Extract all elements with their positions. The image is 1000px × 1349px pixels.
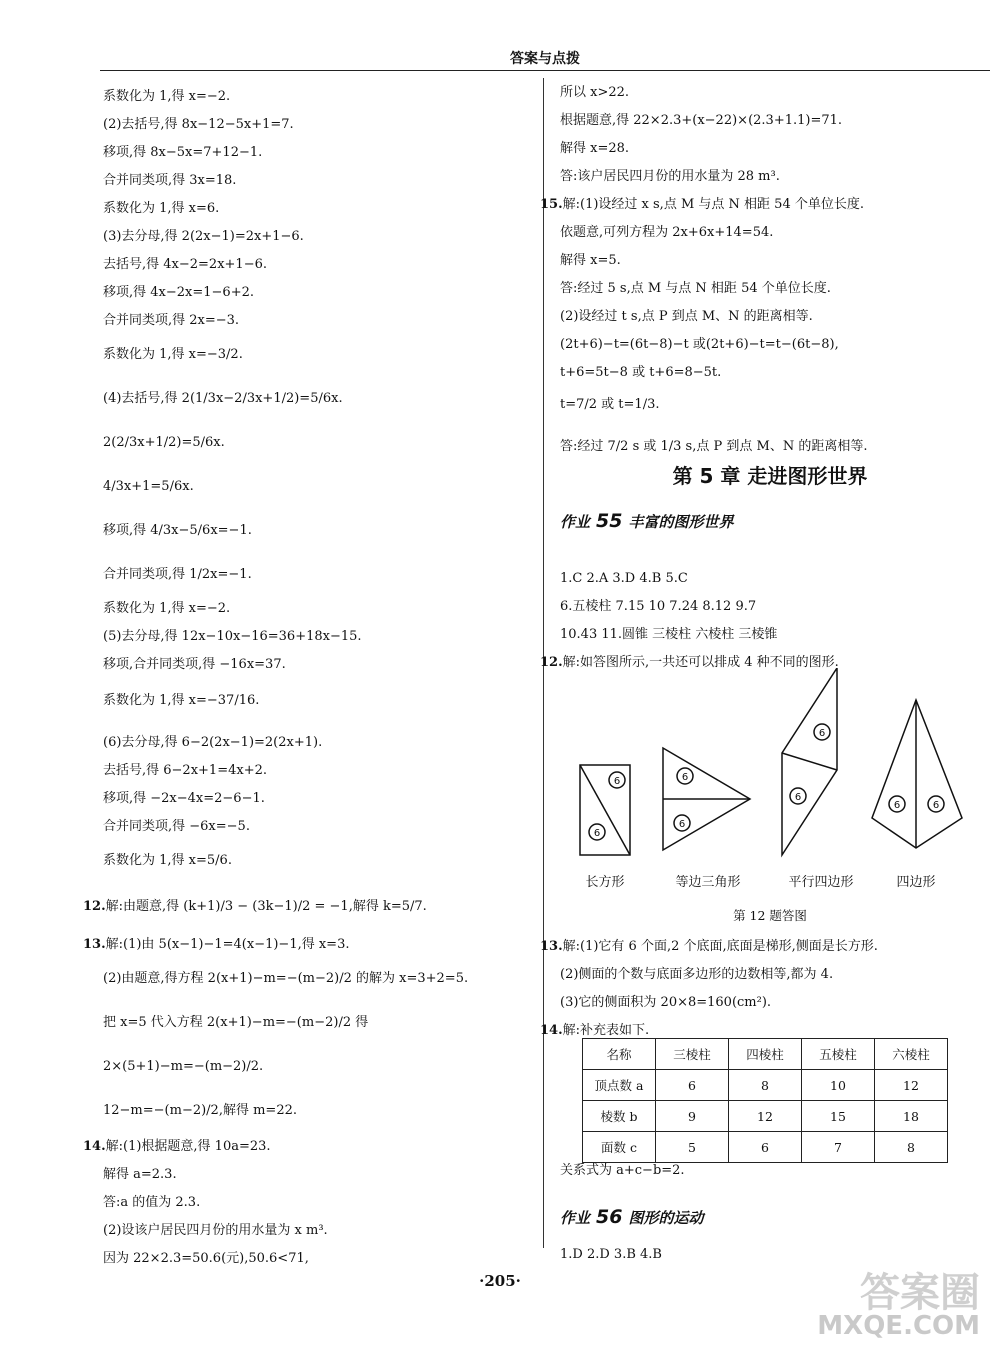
solution-line [103,656,286,674]
solution-line [103,1250,309,1268]
solution-line [103,144,262,162]
solution-line [103,1166,177,1184]
table-header-cell: 六棱柱 [875,1039,948,1070]
solution-line [103,600,230,618]
solution-line [103,734,322,752]
page-number: ·205· [479,1272,521,1290]
solution-line [540,196,864,214]
solution-text: (2)侧面的个数与底面多边形的边数相等,都为 4. [560,967,834,982]
homework-prefix: 作业 [560,513,591,531]
table-header-cell: 三棱柱 [656,1039,729,1070]
solution-line [560,994,771,1012]
circle-label: 6 [613,776,621,787]
solution-text: 解:补充表如下. [562,1023,650,1038]
solution-line [103,284,254,302]
solution-text: 1.C 2.A 3.D 4.B 5.C [560,571,688,586]
solution-text: 系数化为 1,得 x=6. [103,201,220,216]
circle-label: 6 [932,800,940,811]
table-row [583,1101,948,1132]
solution-line [103,1058,263,1076]
figure-12-shapes [560,668,980,928]
polyhedron-table [582,1038,948,1163]
solution-line [103,522,252,540]
solution-text: 系数化为 1,得 x=−2. [103,89,231,104]
table-header-cell: 名称 [583,1039,656,1070]
solution-line [560,280,831,298]
solution-line [103,762,267,780]
solution-line [103,390,343,408]
solution-line [560,570,688,588]
solution-text: 移项,得 −2x−4x=2−6−1. [103,791,265,806]
solution-line [103,228,304,246]
problem-number: 15. [540,197,563,212]
figure-12 [560,668,980,928]
solution-text: 6.五棱柱 7.15 10 7.24 8.12 9.7 [560,599,757,614]
solution-line [540,654,839,672]
solution-text: 答:经过 7/2 s 或 1/3 s,点 P 到点 M、N 的距离相等. [560,439,868,454]
solution-text: 合并同类项,得 −6x=−5. [103,819,250,834]
solution-line [103,790,265,808]
shape-label-parallelogram: 平行四边形 [788,875,854,890]
page-header [100,44,990,71]
solution-line [560,252,621,270]
solution-text: (2)由题意,得方程 2(x+1)−m=−(m−2)/2 的解为 x=3+2=5. [103,971,469,986]
table-cell: 6 [729,1132,802,1163]
solution-text: 合并同类项,得 2x=−3. [103,313,240,328]
solution-text: (4)去括号,得 2(1/3x−2/3x+1/2)=5/6x. [103,391,343,406]
homework-number: 55 [596,510,623,532]
table-cell: 18 [875,1101,948,1132]
circle-label: 6 [678,819,686,830]
solution-line [103,256,267,274]
circle-label: 6 [681,772,689,783]
solution-line [103,1014,368,1032]
solution-text: 答:该户居民四月份的用水量为 28 m³. [560,169,780,184]
homework-56-heading [560,1206,703,1228]
solution-text: 根据题意,得 22×2.3+(x−22)×(2.3+1.1)=71. [560,113,843,128]
solution-text: 解得 x=28. [560,141,630,156]
solution-line [560,626,777,644]
problem-number: 12. [83,899,106,914]
quadrilateral-shape [872,700,962,848]
solution-line [540,1022,649,1040]
circle-label: 6 [593,828,601,839]
homework-prefix: 作业 [560,1209,591,1227]
solution-line [560,364,721,382]
table-cell: 15 [802,1101,875,1132]
solution-line [560,140,629,158]
solution-text: 2(2/3x+1/2)=5/6x. [103,435,225,450]
solution-line [103,116,294,134]
solution-text: 依题意,可列方程为 2x+6x+14=54. [560,225,774,240]
solution-text: (2)去括号,得 8x−12−5x+1=7. [103,117,294,132]
solution-text: t+6=5t−8 或 t+6=8−5t. [560,365,722,380]
solution-text: 解:(1)由 5(x−1)−1=4(x−1)−1,得 x=3. [105,937,350,952]
solution-line [560,84,629,102]
solution-text: 4/3x+1=5/6x. [103,479,194,494]
solution-text: (2)设该户居民四月份的用水量为 x m³. [103,1223,328,1238]
table-cell: 8 [875,1132,948,1163]
problem-number: 14. [83,1139,106,1154]
shape-label-quadrilateral: 四边形 [896,875,936,890]
solution-text: 系数化为 1,得 x=−2. [103,601,231,616]
table-cell: 7 [802,1132,875,1163]
homework-number: 56 [596,1206,623,1228]
solution-line [540,938,878,956]
circle-label: 6 [818,728,826,739]
header-title: 答案与点拨 [510,51,580,67]
table-header-cell: 四棱柱 [729,1039,802,1070]
homework-title: 丰富的图形世界 [628,513,734,531]
table-header-row [583,1039,948,1070]
circle-label: 6 [794,792,802,803]
solution-text: 2×(5+1)−m=−(m−2)/2. [103,1059,264,1074]
solution-line [560,598,756,616]
solution-text: 解:如答图所示,一共还可以排成 4 种不同的图形. [562,655,839,670]
solution-text: (2t+6)−t=(6t−8)−t 或(2t+6)−t=t−(6t−8), [560,337,839,352]
solution-text: 系数化为 1,得 x=5/6. [103,853,232,868]
problem-number: 12. [540,655,563,670]
solution-text: 10.43 11.圆锥 三棱柱 六棱柱 三棱锥 [560,627,778,642]
solution-text: 答:经过 5 s,点 M 与点 N 相距 54 个单位长度. [560,281,831,296]
solution-text: 解:(1)根据题意,得 10a=23. [105,1139,271,1154]
solution-line [103,852,232,870]
solution-line [103,200,219,218]
table-cell: 8 [729,1070,802,1101]
solution-line [103,434,225,452]
table-header-cell: 五棱柱 [802,1039,875,1070]
solution-text: 解:(1)它有 6 个面,2 个底面,底面是梯形,侧面是长方形. [562,939,878,954]
solution-text: (3)它的侧面积为 20×8=160(cm²). [560,995,772,1010]
solution-line [560,224,773,242]
figure-caption: 第 12 题答图 [733,908,807,923]
solution-line [103,1102,297,1120]
watermark-en: MXQE.COM [817,1311,980,1341]
solution-text: 系数化为 1,得 x=−37/16. [103,693,260,708]
solution-text: (3)去分母,得 2(2x−1)=2x+1−6. [103,229,304,244]
solution-line [560,336,839,354]
solution-line [103,88,230,106]
solution-line [560,112,842,130]
solution-line [103,566,252,584]
table-cell: 10 [802,1070,875,1101]
relation-text: 关系式为 a+c−b=2. [560,1163,685,1178]
solution-line [83,936,349,954]
homework-title: 图形的运动 [628,1209,704,1227]
table-cell: 顶点数 a [583,1070,656,1101]
solution-line [560,966,833,984]
solution-text: 所以 x>22. [560,85,630,100]
solution-text: 因为 22×2.3=50.6(元),50.6<71, [103,1251,309,1266]
solution-line [103,970,468,988]
table-cell: 面数 c [583,1132,656,1163]
solution-text: 合并同类项,得 3x=18. [103,173,237,188]
solution-line [103,1194,200,1212]
shape-label-rectangle: 长方形 [585,875,625,890]
solution-line [103,346,243,364]
watermark [817,1270,980,1341]
solution-text: 解:(1)设经过 x s,点 M 与点 N 相距 54 个单位长度. [562,197,864,212]
solution-line [560,308,813,326]
solution-text: 系数化为 1,得 x=−3/2. [103,347,243,362]
solution-line [103,172,236,190]
solution-text: 12−m=−(m−2)/2,解得 m=22. [103,1103,297,1118]
table-cell: 12 [729,1101,802,1132]
problem-number: 14. [540,1023,563,1038]
solution-text: 答:a 的值为 2.3. [103,1195,201,1210]
solution-line [560,168,780,186]
solution-text: 移项,得 4/3x−5/6x=−1. [103,523,252,538]
shape-label-triangle: 等边三角形 [675,875,741,890]
solution-text: (6)去分母,得 6−2(2x−1)=2(2x+1). [103,735,323,750]
solution-line [103,692,259,710]
solution-text: 去括号,得 4x−2=2x+1−6. [103,257,267,272]
solution-line [103,628,362,646]
problem-number: 13. [83,937,106,952]
solution-text: 解得 a=2.3. [103,1167,177,1182]
solution-text: 移项,得 8x−5x=7+12−1. [103,145,263,160]
solution-text: 解:由题意,得 (k+1)/3 − (3k−1)/2 = −1,解得 k=5/7. [105,899,427,914]
solution-line [103,312,239,330]
solution-line [103,818,250,836]
watermark-cn: 答案圈 [860,1270,980,1316]
solution-text: 去括号,得 6−2x+1=4x+2. [103,763,267,778]
chapter-title: 第 5 章 走进图形世界 [672,464,868,488]
solution-text: (2)设经过 t s,点 P 到点 M、N 的距离相等. [560,309,813,324]
table-cell: 12 [875,1070,948,1101]
solution-text: 移项,合并同类项,得 −16x=37. [103,657,286,672]
homework-55-heading [560,510,733,532]
solution-text: 移项,得 4x−2x=1−6+2. [103,285,254,300]
table-cell: 5 [656,1132,729,1163]
problem-number: 13. [540,939,563,954]
solution-text: 合并同类项,得 1/2x=−1. [103,567,252,582]
solution-line [83,1138,271,1156]
solution-line [103,1222,328,1240]
solution-line [103,478,194,496]
solution-text: 解得 x=5. [560,253,621,268]
solution-text: (5)去分母,得 12x−10x−16=36+18x−15. [103,629,362,644]
solution-text: t=7/2 或 t=1/3. [560,397,660,412]
answers-56: 1.D 2.D 3.B 4.B [560,1247,662,1262]
table-cell: 棱数 b [583,1101,656,1132]
circle-label: 6 [893,800,901,811]
table-row [583,1070,948,1101]
solution-line [83,898,427,916]
solution-text: 把 x=5 代入方程 2(x+1)−m=−(m−2)/2 得 [103,1015,369,1030]
solution-line [560,396,659,414]
table-row [583,1132,948,1163]
table-cell: 6 [656,1070,729,1101]
solution-line [560,438,867,456]
table-cell: 9 [656,1101,729,1132]
